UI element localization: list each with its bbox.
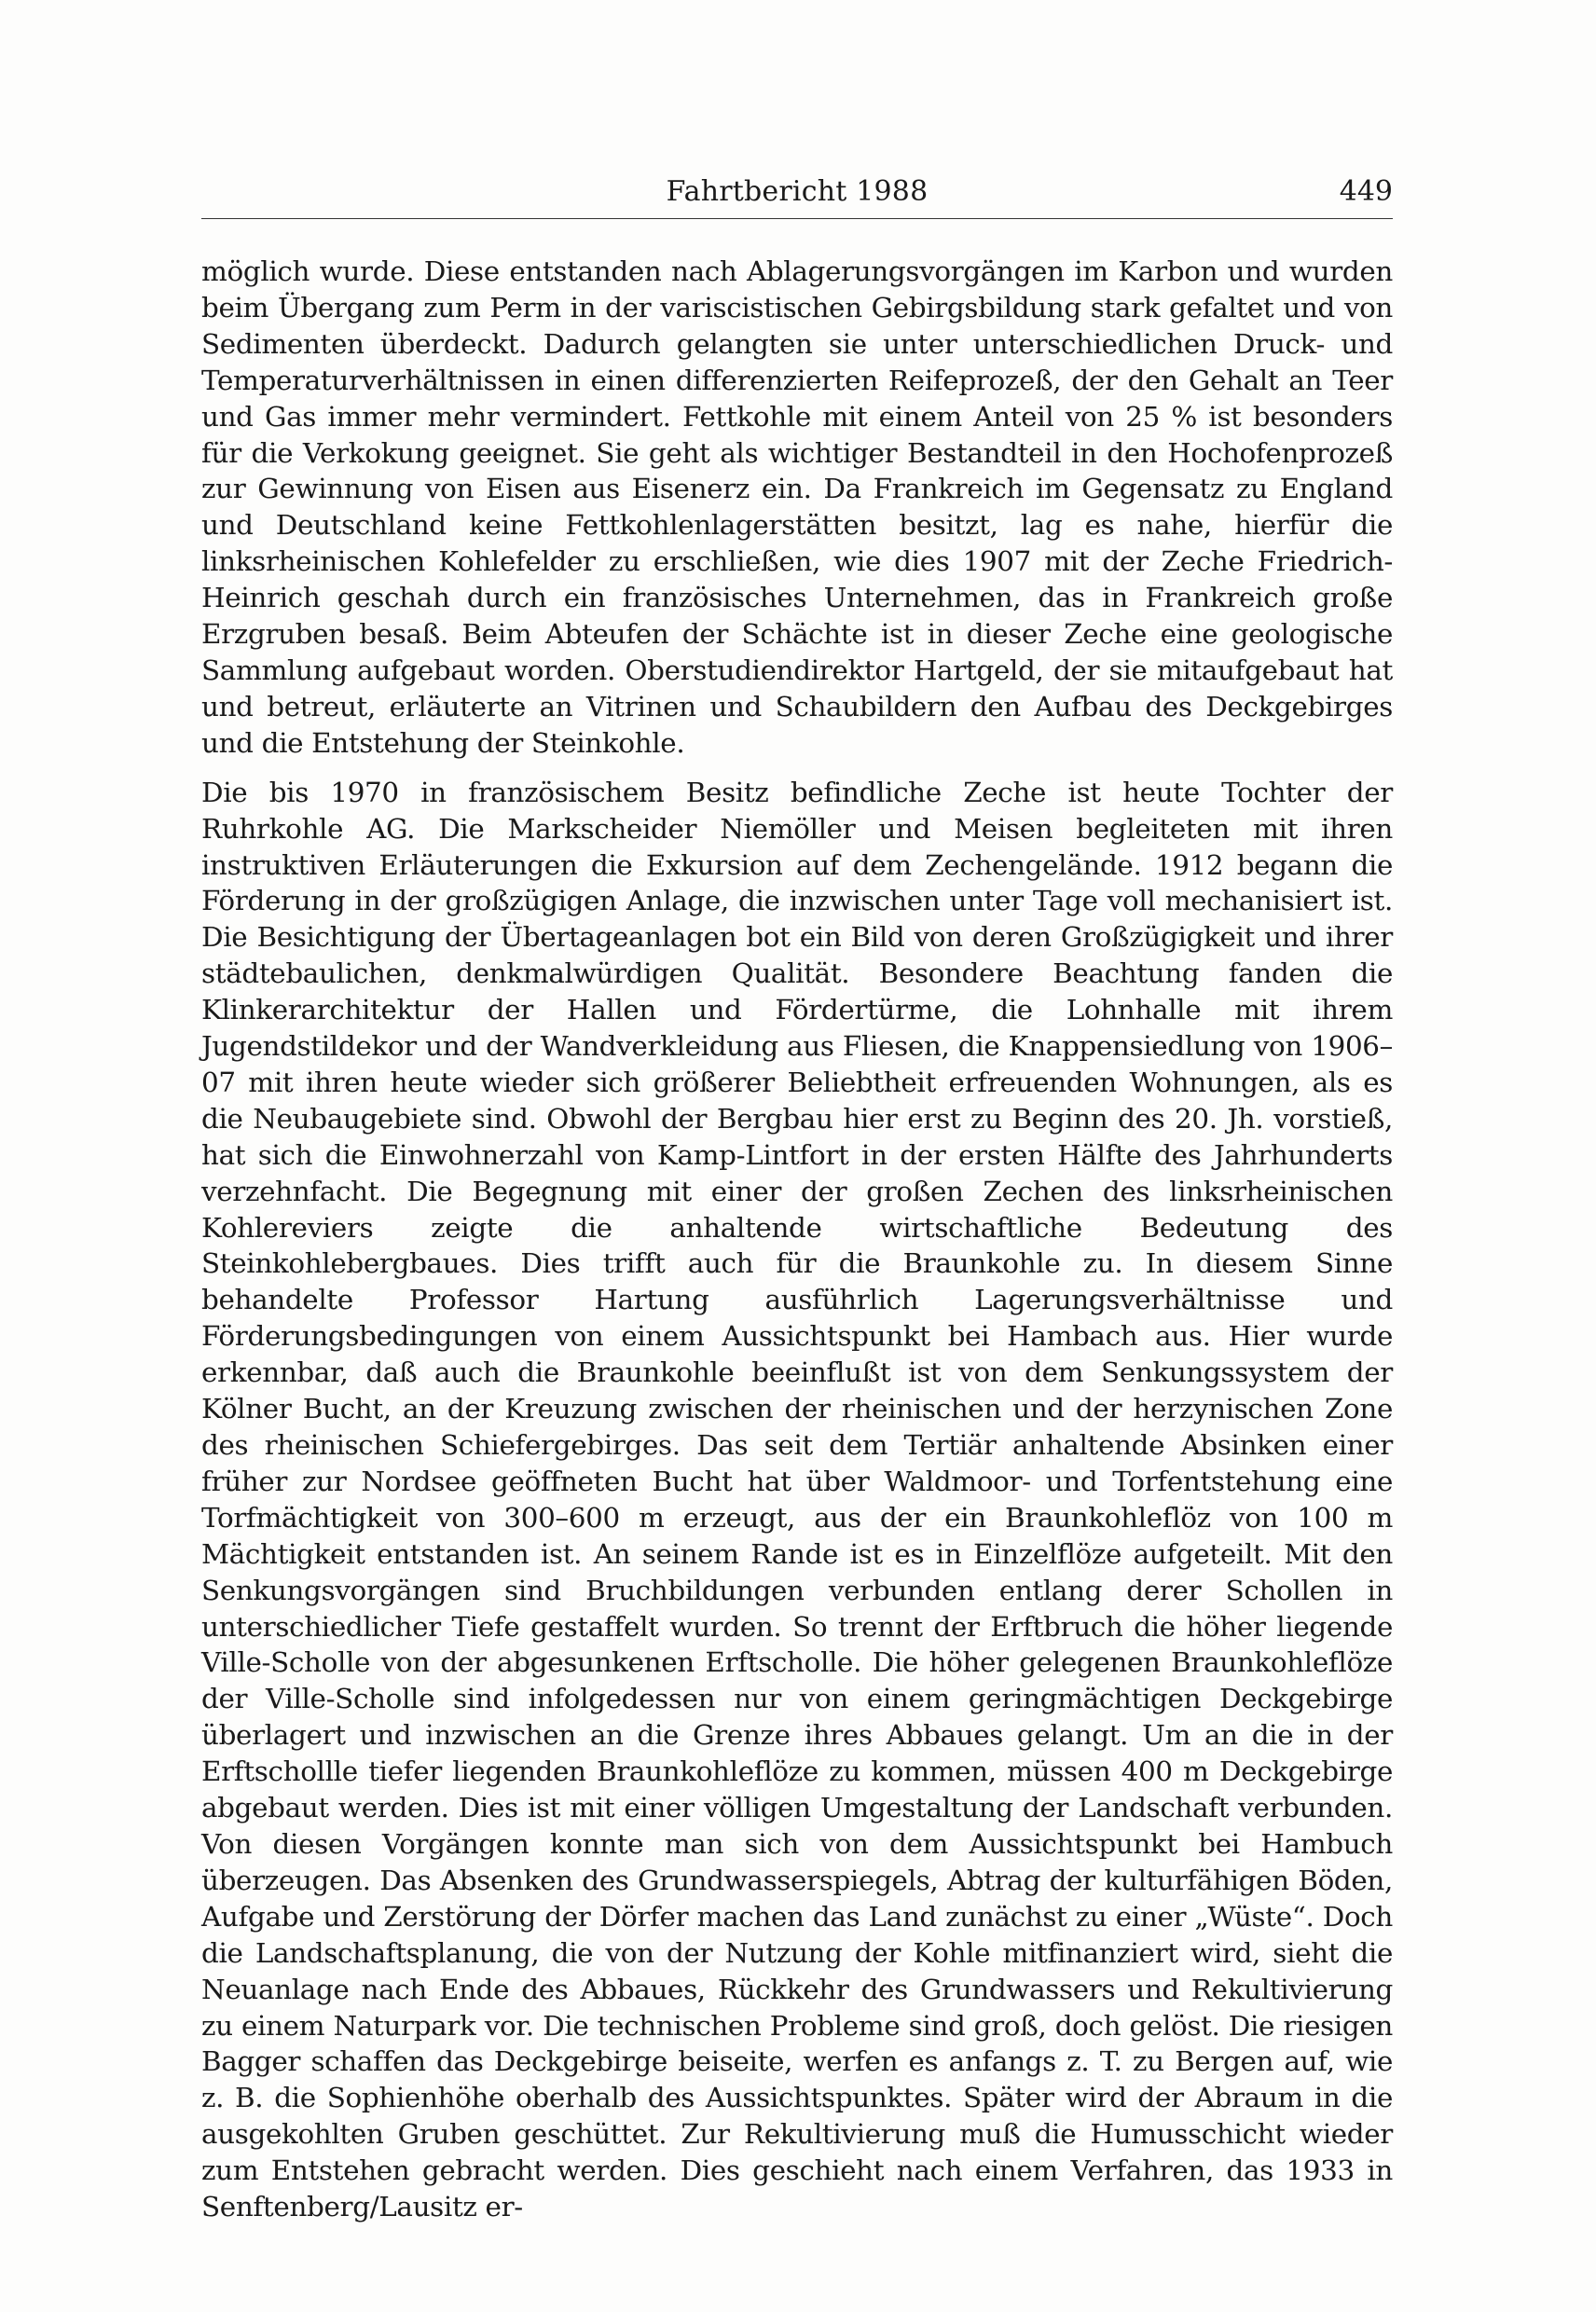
running-header [201, 173, 1393, 219]
paragraph-1: möglich wurde. Diese entstanden nach Ablagerungsvorgängen im Karbon und wurden beim Übergang zum Perm in der variscistischen Gebirgsbildung stark gefaltet und von Sedimenten überdeckt. Dadurch gelangten sie unter unterschiedlichen Druck- und Temperaturverhältnissen in einen differenzierten Reifeprozeß, der den Gehalt an Teer und Gas immer mehr vermindert. Fettkohle mit einem Anteil von 25 % ist besonders für die Verkokung geeignet. Sie geht als wichtiger Bestandteil in den Hochofenprozeß zur Gewinnung von Eisen aus Eisenerz ein. Da Frankreich im Gegensatz zu England und Deutschland keine Fettkohlenlagerstätten besitzt, lag es nahe, hierfür die linksrheinischen Kohlefelder zu erschließen, wie dies 1907 mit der Zeche Friedrich-Heinrich geschah durch ein französisches Unternehmen, das in Frankreich große Erzgruben besaß. Beim Abteufen der Schächte ist in dieser Zeche eine geologische Sammlung aufgebaut worden. Oberstudiendirektor Hartgeld, der sie mitaufgebaut hat und betreut, erläuterte an Vitrinen und Schaubildern den Aufbau des Deckgebirges und die Entstehung der Steinkohle. [201, 255, 1393, 759]
paragraph-2: Die bis 1970 in französischem Besitz befindliche Zeche ist heute Tochter der Ruhrkohle AG. Die Markscheider Niemöller und Meisen begleiteten mit ihren instruktiven Erläuterungen die Exkursion auf dem Zechengelände. 1912 begann die Förderung in der großzügigen Anlage, die inzwischen unter Tage voll mechanisiert ist. Die Besichtigung der Übertageanlagen bot ein Bild von deren Großzügigkeit und ihrer städtebaulichen, denkmalwürdigen Qualität. Besondere Beachtung fanden die Klinkerarchitektur der Hallen und Fördertürme, die Lohnhalle mit ihrem Jugendstildekor und der Wandverkleidung aus Fliesen, die Knappensiedlung von 1906–07 mit ihren heute wieder sich größerer Beliebtheit erfreuenden Wohnungen, als es die Neubaugebiete sind. Obwohl der Bergbau hier erst zu Beginn des 20. Jh. vorstieß, hat sich die Einwohnerzahl von Kamp-Lintfort in der ersten Hälfte des Jahrhunderts verzehnfacht. Die Begegnung mit einer der großen Zechen des linksrheinischen Kohlereviers zeigte die anhaltende wirtschaftliche Bedeutung des Steinkohlebergbaues. Dies trifft auch für die Braunkohle zu. In diesem Sinne behandelte Professor Hartung ausführlich Lagerungsverhältnisse und Förderungsbedingungen von einem Aussichtspunkt bei Hambach aus. Hier wurde erkennbar, daß auch die Braunkohle beeinflußt ist von dem Senkungssystem der Kölner Bucht, an der Kreuzung zwischen der rheinischen und der herzynischen Zone des rheinischen Schiefergebirges. Das seit dem Tertiär anhaltende Absinken einer früher zur Nordsee geöffneten Bucht hat über Waldmoor- und Torfentstehung eine Torfmächtigkeit von 300–600 m erzeugt, aus der ein Braunkohleflöz von 100 m Mächtigkeit entstanden ist. An seinem Rande ist es in Einzelflöze aufgeteilt. Mit den Senkungsvorgängen sind Bruchbildungen verbunden entlang derer Schollen in unterschiedlicher Tiefe gestaffelt wurden. So trennt der Erftbruch die höher liegende Ville-Scholle von der abgesunkenen Erftscholle. Die höher gelegenen Braunkohleflöze der Ville-Scholle sind infolgedessen nur von einem geringmächtigen Deckgebirge überlagert und inzwischen an die Grenze ihres Abbaues gelangt. Um an die in der Erftschollle tiefer liegenden Braunkohleflöze zu kommen, müssen 400 m Deckgebirge abgebaut werden. Dies ist mit einer völligen Umgestaltung der Landschaft verbunden. Von diesen Vorgängen konnte man sich von dem Aussichtspunkt bei Hambuch überzeugen. Das Absenken des Grundwasserspiegels, Abtrag der kulturfähigen Böden, Aufgabe und Zerstörung der Dörfer machen das Land zunächst zu einer „Wüste“. Doch die Landschaftsplanung, die von der Nutzung der Kohle mitfinanziert wird, sieht die Neuanlage nach Ende des Abbaues, Rückkehr des Grundwassers und Rekultivierung zu einem Naturpark vor. Die technischen Probleme sind groß, doch gelöst. Die riesigen Bagger schaffen das Deckgebirge beiseite, werfen es anfangs z. T. zu Bergen auf, wie z. B. die Sophienhöhe oberhalb des Aussichtspunktes. Später wird der Abraum in die ausgekohlten Gruben geschüttet. Zur Rekultivierung muß die Humusschicht wieder zum Entstehen gebracht werden. Dies geschieht nach einem Verfahren, das 1933 in Senftenberg/Lausitz er- [201, 776, 1393, 2223]
body-text [201, 254, 1393, 2225]
page-number: 449 [1339, 175, 1393, 208]
running-title: Fahrtbericht 1988 [666, 175, 929, 208]
